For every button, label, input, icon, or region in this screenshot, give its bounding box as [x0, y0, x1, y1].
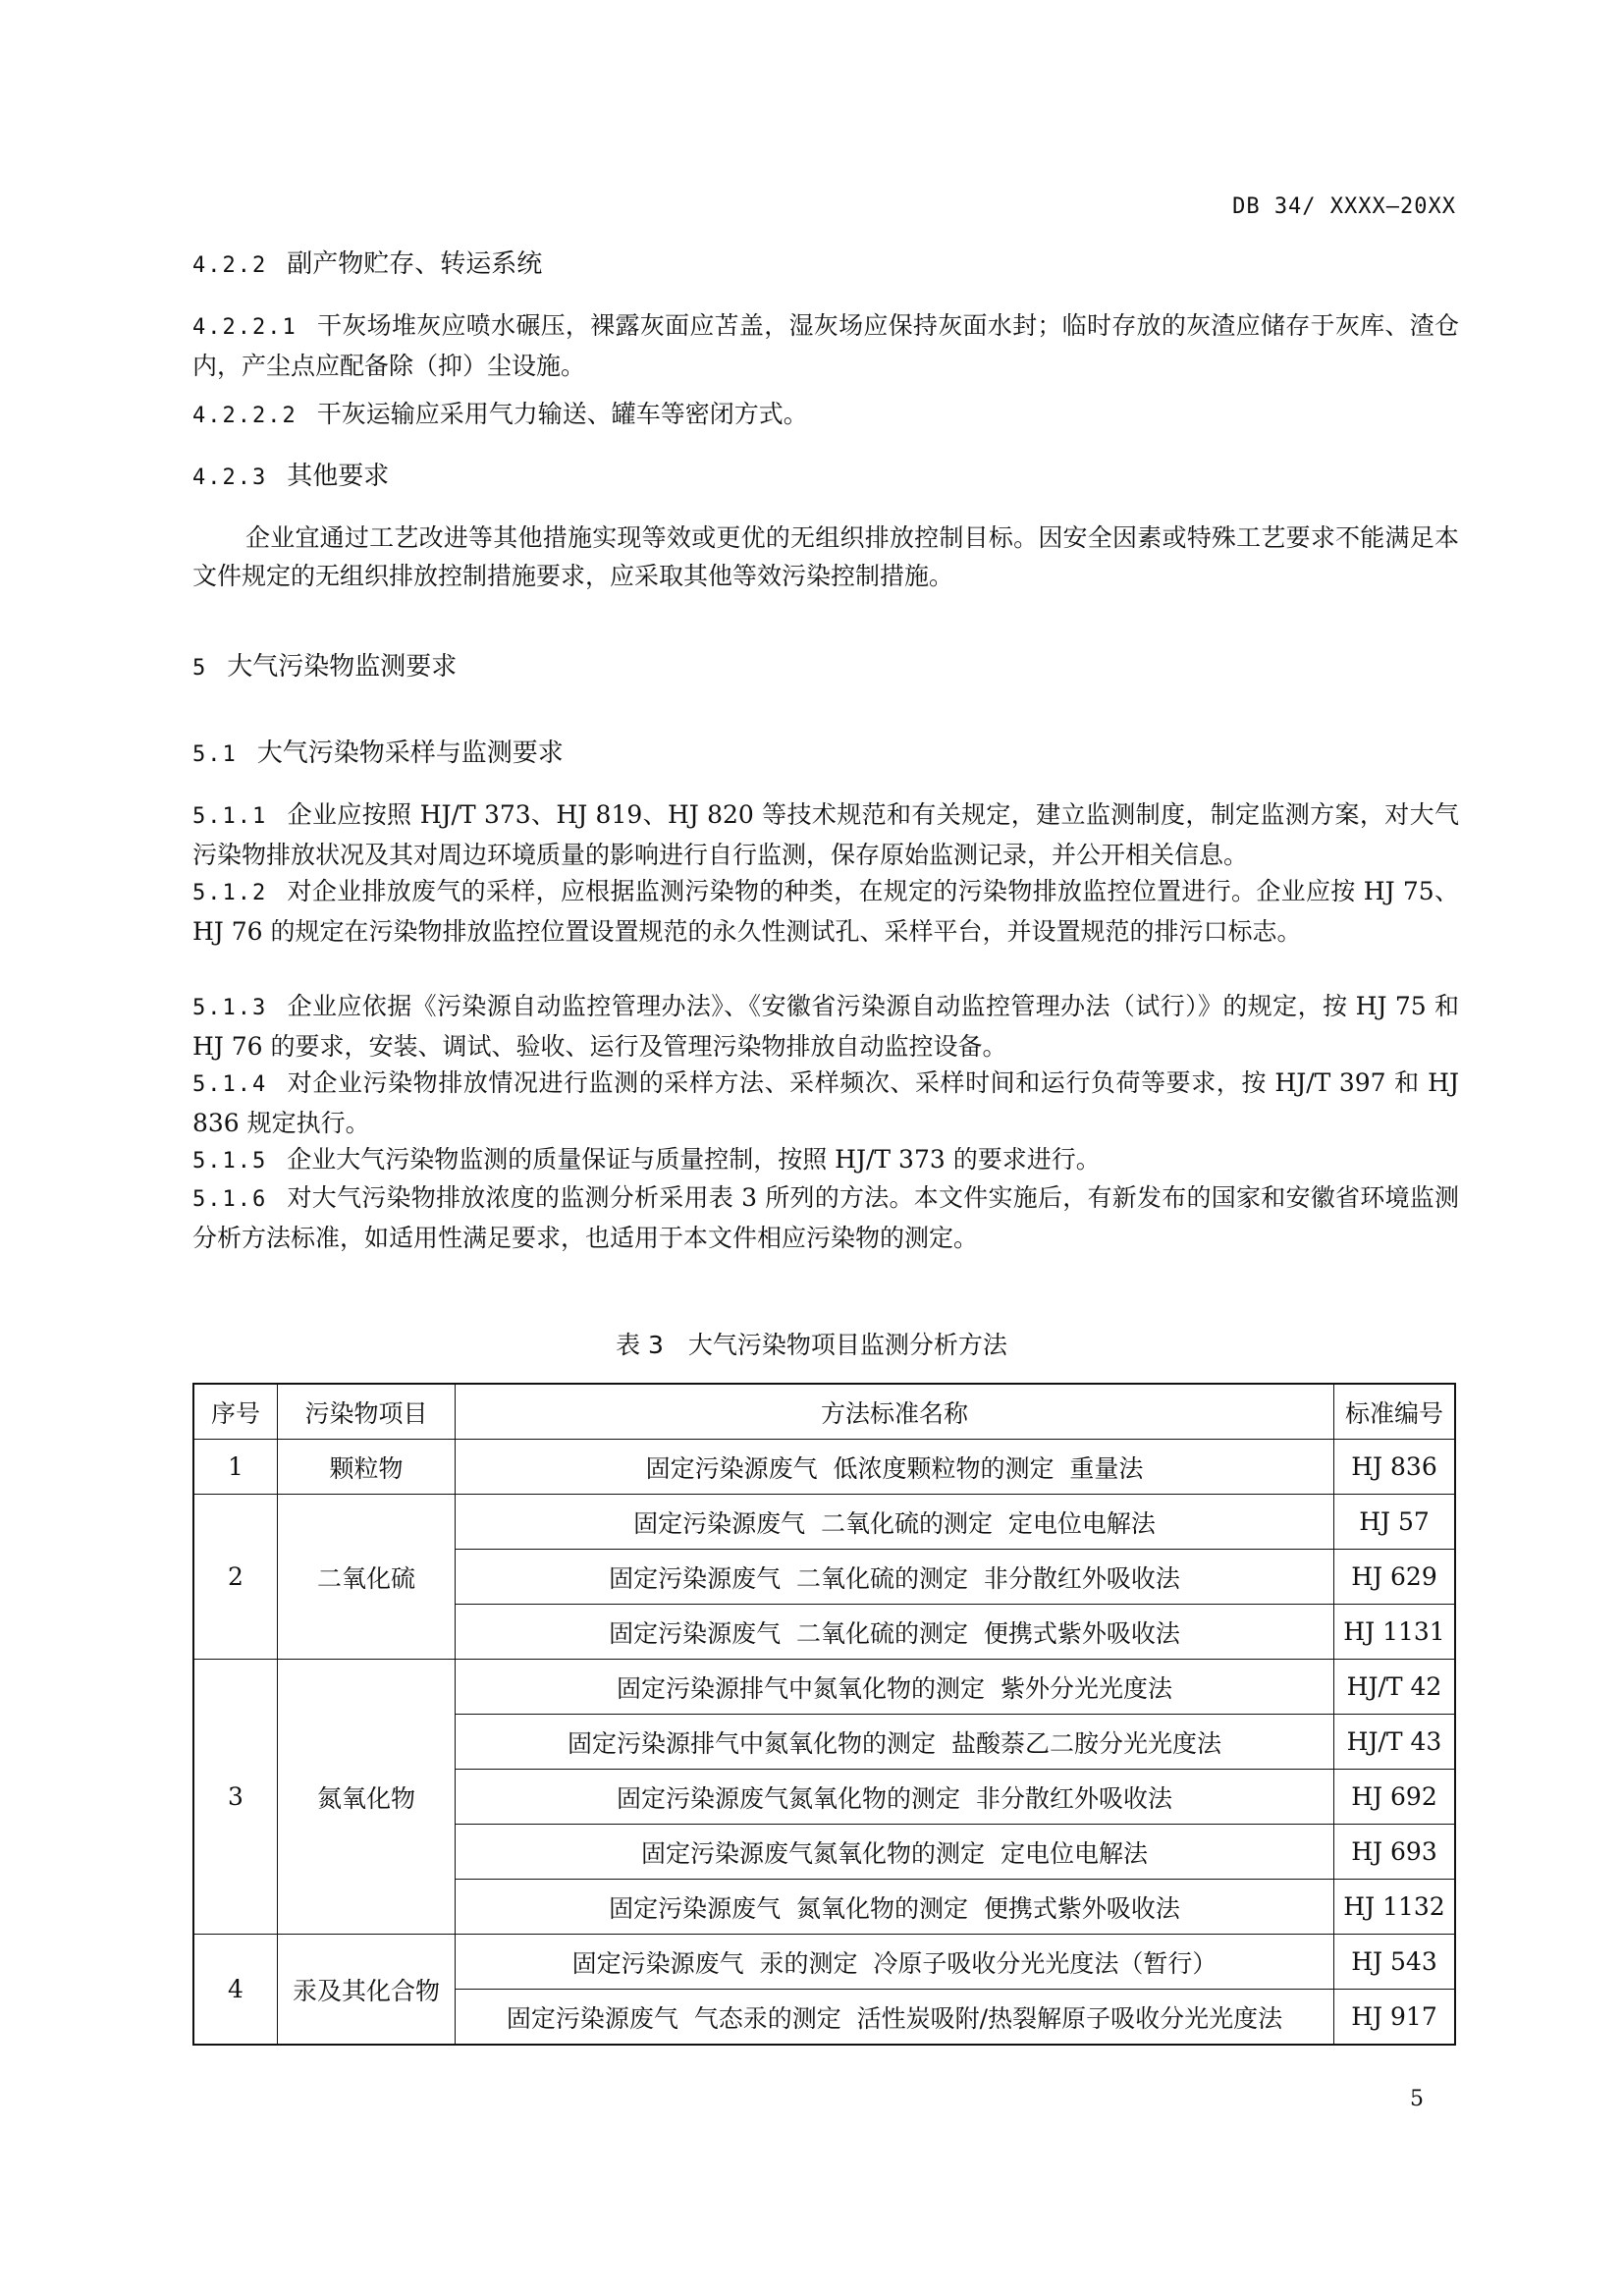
standard-code-cell: HJ 693 [1334, 1825, 1456, 1880]
clause-number: 5.1.3 [192, 996, 268, 1020]
clause-text: 企业应依据《污染源自动监控管理办法》、《安徽省污染源自动监控管理办法（试行）》的规定，按 HJ 75 和 HJ 76 的要求，安装、调试、验收、运行及管理污染物排放自动监控设备。 [192, 992, 1459, 1061]
section-number: 4.2.2 [192, 253, 268, 278]
section-5-1 [192, 735, 1459, 774]
table-body [193, 1440, 1455, 2046]
document-header: DB 34/ XXXX—20XX [1232, 194, 1456, 219]
method-cell: 固定污染源废气氮氧化物的测定 非分散红外吸收法 [456, 1770, 1334, 1825]
section-title: 副产物贮存、转运系统 [287, 249, 543, 279]
clause-5-1-5 [192, 1140, 1459, 1180]
clause-5-1-3 [192, 987, 1459, 1066]
header-cell: 序号 [193, 1384, 278, 1440]
clause-number: 5.1.2 [192, 881, 268, 905]
section-number: 5.1 [192, 742, 238, 767]
table-row [193, 1660, 1455, 1715]
clause-number: 4.2.2.2 [192, 404, 298, 428]
row-number-cell: 2 [193, 1495, 278, 1660]
clause-number: 5.1.5 [192, 1149, 268, 1174]
paragraph-4-2-3: 企业宜通过工艺改进等其他措施实现等效或更优的无组织排放控制目标。因安全因素或特殊工艺要求不能满足本文件规定的无组织排放控制措施要求，应采取其他等效污染控制措施。 [192, 523, 1459, 590]
clause-number: 5.1.1 [192, 804, 268, 829]
method-cell: 固定污染源排气中氮氧化物的测定 紫外分光光度法 [456, 1660, 1334, 1715]
standard-code-cell: HJ/T 42 [1334, 1660, 1456, 1715]
method-cell: 固定污染源废气 氮氧化物的测定 便携式紫外吸收法 [456, 1880, 1334, 1935]
table-row [193, 1440, 1455, 1495]
row-number-cell: 1 [193, 1440, 278, 1495]
standard-code-cell: HJ/T 43 [1334, 1715, 1456, 1770]
standard-code-cell: HJ 629 [1334, 1550, 1456, 1605]
pollutant-cell: 氮氧化物 [278, 1660, 456, 1935]
table-caption: 表 3 大气污染物项目监测分析方法 [616, 1331, 1007, 1359]
table-row [193, 1935, 1455, 1990]
section-4-2-3 [192, 458, 1459, 497]
standard-code-cell: HJ 1132 [1334, 1880, 1456, 1935]
method-cell: 固定污染源废气 二氧化硫的测定 便携式紫外吸收法 [456, 1605, 1334, 1660]
clause-text: 干灰场堆灰应喷水碾压，裸露灰面应苫盖，湿灰场应保持灰面水封；临时存放的灰渣应储存于灰库、渣仓内，产尘点应配备除（抑）尘设施。 [192, 311, 1459, 380]
standard-code-cell: HJ 57 [1334, 1495, 1456, 1550]
pollutant-cell: 颗粒物 [278, 1440, 456, 1495]
pollutant-cell: 二氧化硫 [278, 1495, 456, 1660]
standard-code-cell: HJ 917 [1334, 1990, 1456, 2046]
section-5 [192, 648, 1459, 687]
clause-text: 企业大气污染物监测的质量保证与质量控制，按照 HJ/T 373 的要求进行。 [287, 1145, 1101, 1174]
header-cell: 方法标准名称 [456, 1384, 1334, 1440]
section-number: 4.2.3 [192, 465, 268, 490]
clause-number: 5.1.6 [192, 1187, 268, 1212]
clause-4-2-2-1 [192, 306, 1459, 385]
table-row [193, 1495, 1455, 1550]
row-number-cell: 3 [193, 1660, 278, 1935]
method-cell: 固定污染源废气 低浓度颗粒物的测定 重量法 [456, 1440, 1334, 1495]
clause-5-1-1 [192, 795, 1459, 874]
header-cell: 污染物项目 [278, 1384, 456, 1440]
clause-number: 5.1.4 [192, 1072, 268, 1097]
section-title: 大气污染物采样与监测要求 [256, 738, 564, 768]
standard-code-cell: HJ 836 [1334, 1440, 1456, 1495]
clause-5-1-4 [192, 1064, 1459, 1142]
section-number: 5 [192, 656, 208, 681]
clause-4-2-2-2 [192, 395, 1459, 435]
method-cell: 固定污染源废气 二氧化硫的测定 非分散红外吸收法 [456, 1550, 1334, 1605]
section-4-2-2 [192, 246, 1459, 285]
standard-code-cell: HJ 543 [1334, 1935, 1456, 1990]
clause-text: 对大气污染物排放浓度的监测分析采用表 3 所列的方法。本文件实施后，有新发布的国家和安徽省环境监测分析方法标准，如适用性满足要求，也适用于本文件相应污染物的测定。 [192, 1183, 1459, 1252]
clause-text: 对企业排放废气的采样，应根据监测污染物的种类，在规定的污染物排放监控位置进行。企业应按 HJ 75、HJ 76 的规定在污染物排放监控位置设置规范的永久性测试孔、采样平台，并设置规范的排污口标志。 [192, 877, 1459, 946]
method-cell: 固定污染源排气中氮氧化物的测定 盐酸萘乙二胺分光光度法 [456, 1715, 1334, 1770]
pollutant-cell: 汞及其化合物 [278, 1935, 456, 2046]
clause-text: 企业应按照 HJ/T 373、HJ 819、HJ 820 等技术规范和有关规定，建立监测制度，制定监测方案，对大气污染物排放状况及其对周边环境质量的影响进行自行监测，保存原始监测记录，并公开相关信息。 [192, 800, 1459, 869]
clause-number: 4.2.2.1 [192, 315, 298, 340]
section-title: 大气污染物监测要求 [227, 652, 458, 682]
table-header-row [193, 1384, 1455, 1440]
standard-code-cell: HJ 692 [1334, 1770, 1456, 1825]
clause-5-1-6 [192, 1178, 1459, 1257]
method-cell: 固定污染源废气 气态汞的测定 活性炭吸附/热裂解原子吸收分光光度法 [456, 1990, 1334, 2046]
clause-5-1-2 [192, 872, 1459, 951]
standard-code-cell: HJ 1131 [1334, 1605, 1456, 1660]
methods-table [192, 1383, 1456, 2046]
clause-text: 干灰运输应采用气力输送、罐车等密闭方式。 [316, 400, 808, 428]
clause-text: 对企业污染物排放情况进行监测的采样方法、采样频次、采样时间和运行负荷等要求，按 HJ/T 397 和 HJ 836 规定执行。 [192, 1068, 1459, 1137]
row-number-cell: 4 [193, 1935, 278, 2046]
method-cell: 固定污染源废气 二氧化硫的测定 定电位电解法 [456, 1495, 1334, 1550]
section-title: 其他要求 [287, 462, 390, 491]
method-cell: 固定污染源废气 汞的测定 冷原子吸收分光光度法（暂行） [456, 1935, 1334, 1990]
page-number: 5 [1410, 2087, 1424, 2111]
method-cell: 固定污染源废气氮氧化物的测定 定电位电解法 [456, 1825, 1334, 1880]
header-cell: 标准编号 [1334, 1384, 1456, 1440]
